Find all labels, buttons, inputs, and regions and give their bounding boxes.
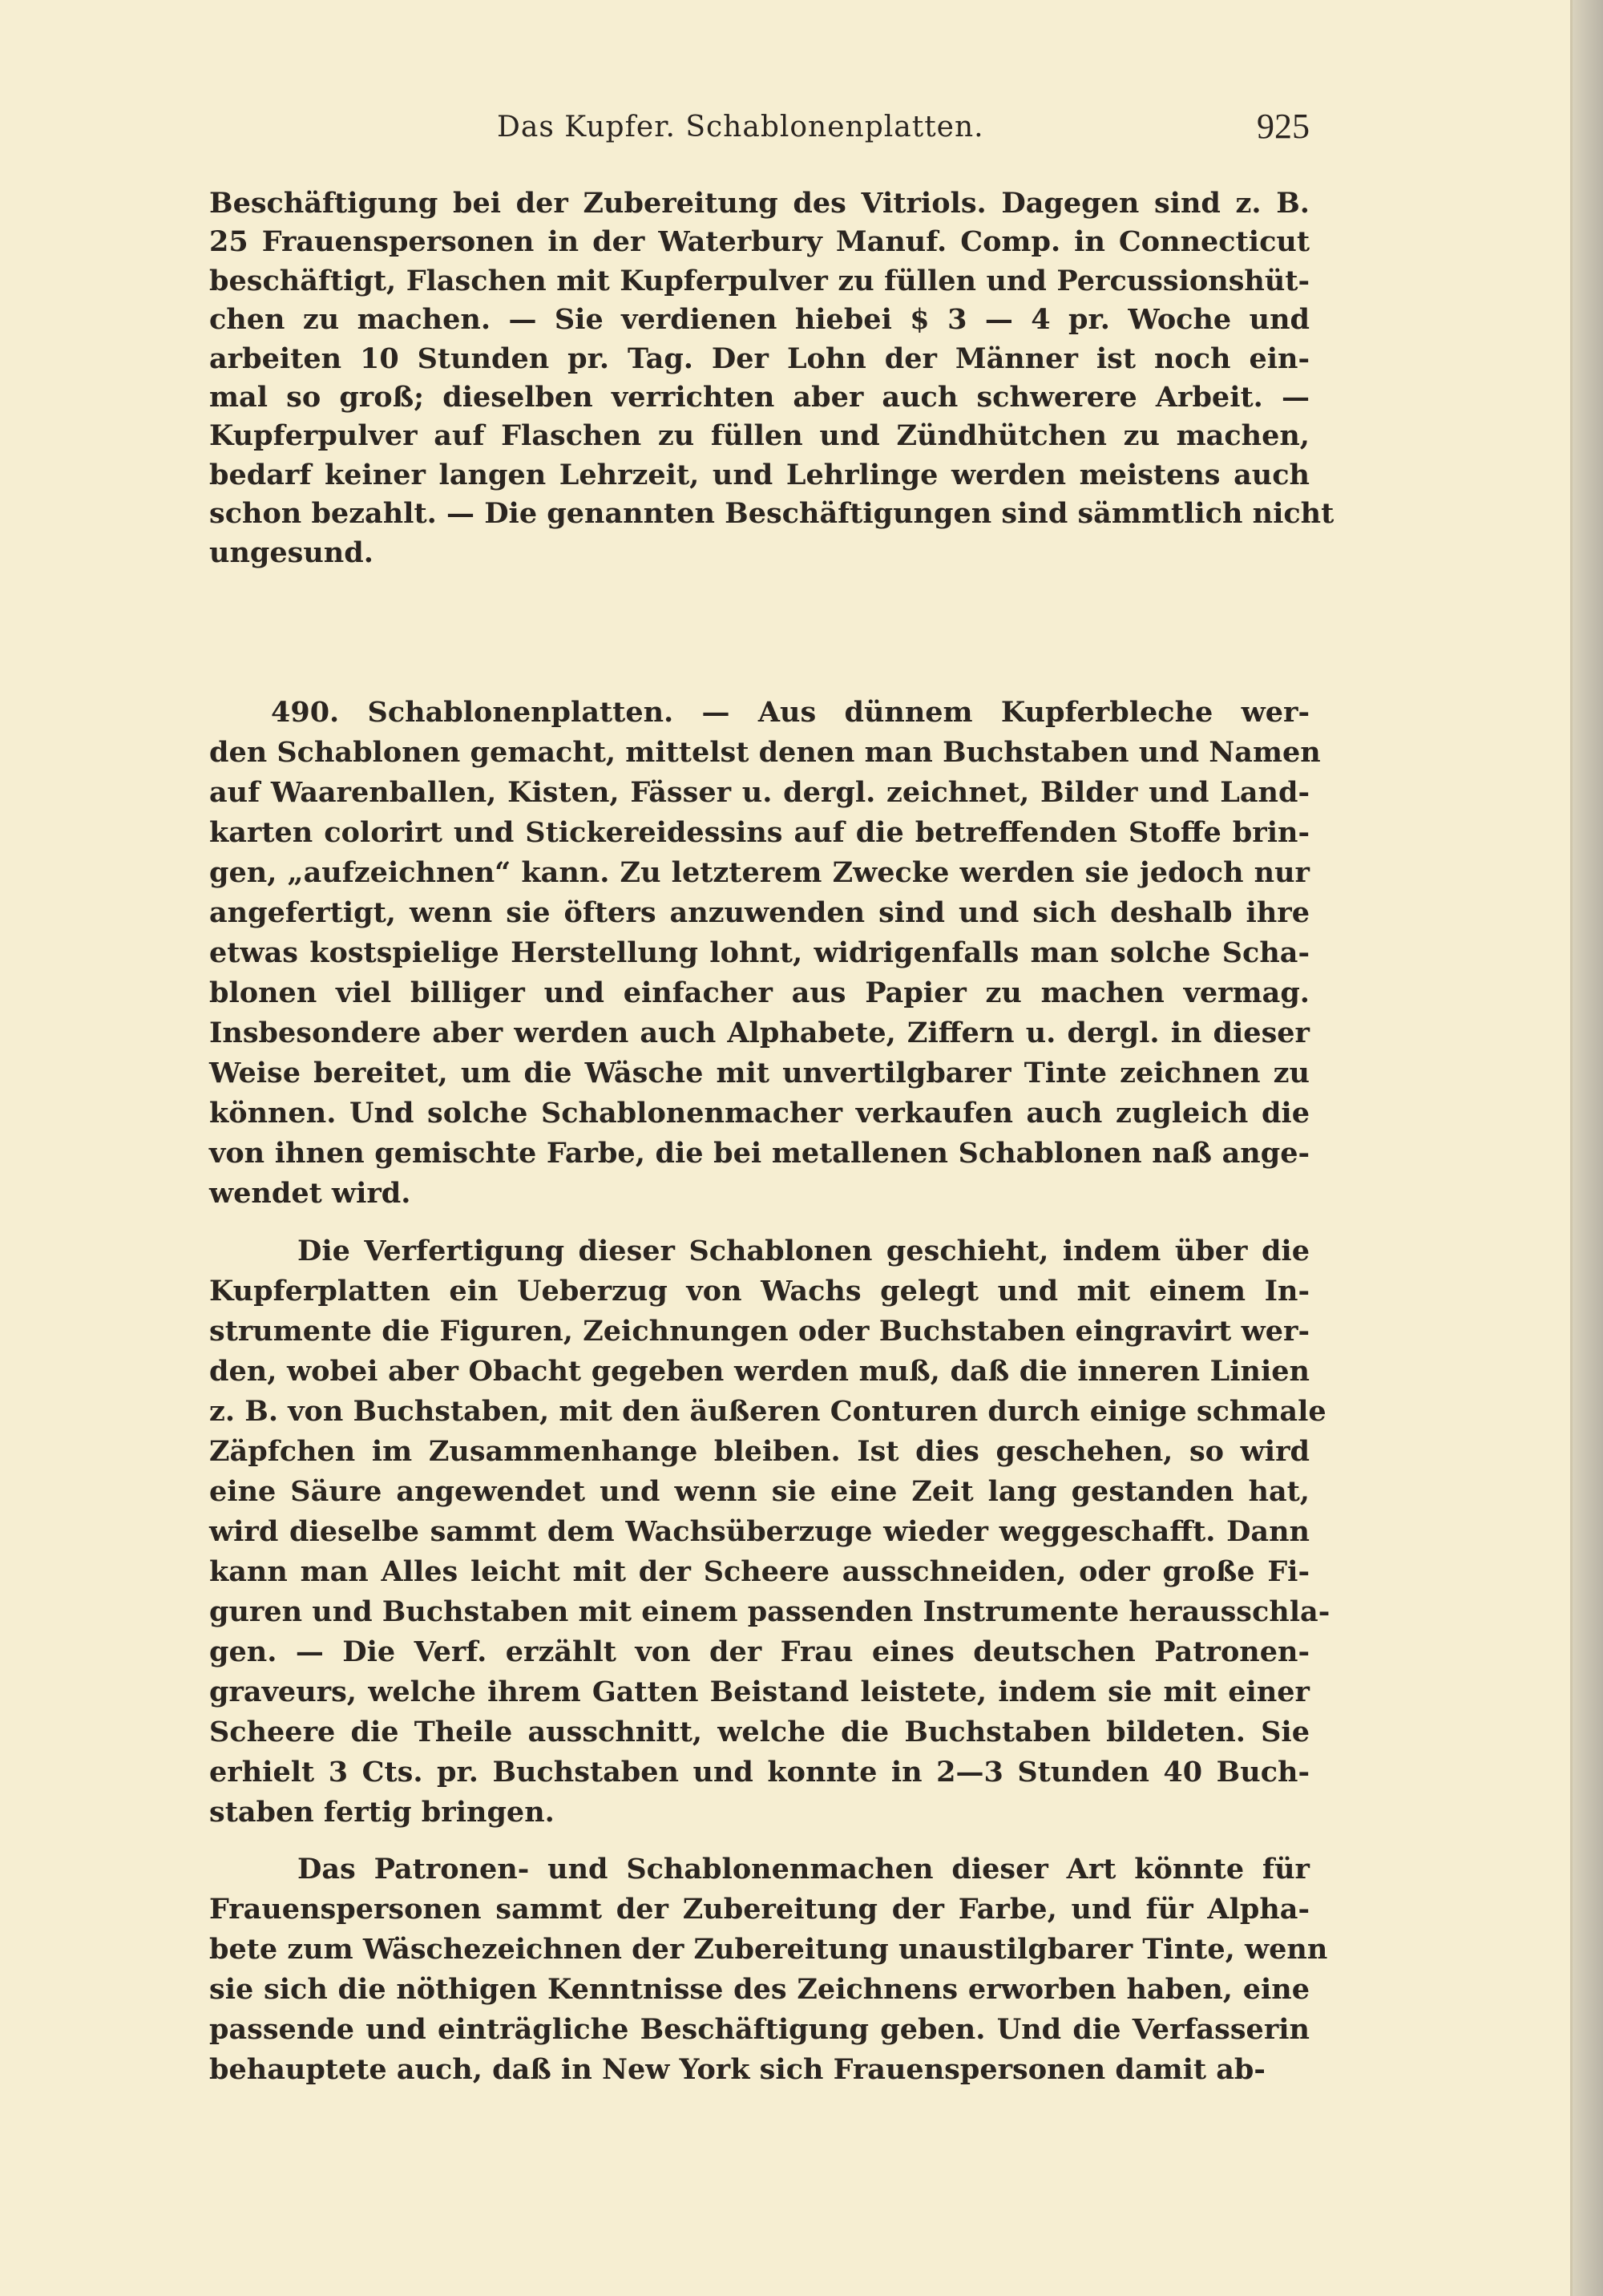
page-edge (1573, 0, 1603, 2296)
text-line: Insbesondere aber werden auch Alphabete, Ziffern u. dergl. in dieser (209, 1017, 1310, 1049)
text-line: kann man Alles leicht mit der Scheere ausschneiden, oder große Fi- (209, 1555, 1310, 1588)
text-line: Scheere die Theile ausschnitt, welche die Buchstaben bildeten. Sie (209, 1716, 1310, 1748)
text-line: sie sich die nöthigen Kenntnisse des Zeichnens erworben haben, eine (209, 1973, 1310, 2006)
text-line: eine Säure angewendet und wenn sie eine Zeit lang gestanden hat, (209, 1475, 1310, 1508)
text-line: chen zu machen. — Sie verdienen hiebei $ 3 — 4 pr. Woche und (209, 303, 1310, 337)
text-line: bedarf keiner langen Lehrzeit, und Lehrlinge werden meistens auch (209, 458, 1310, 491)
text-line: Frauenspersonen sammt der Zubereitung der Farbe, und für Alpha- (209, 1893, 1310, 1926)
text-line: graveurs, welche ihrem Gatten Beistand leistete, indem sie mit einer (209, 1676, 1310, 1708)
section-490-paragraph (209, 693, 1321, 1214)
text-line: Kupferpulver auf Flaschen zu füllen und Zündhütchen zu machen, (209, 419, 1310, 453)
text-line: guren und Buchstaben mit einem passenden Instrumente herausschla- (209, 1595, 1330, 1628)
text-line: angefertigt, wenn sie öfters anzuwenden sind und sich deshalb ihre (209, 896, 1310, 929)
text-line: wendet wird. (209, 1177, 411, 1210)
text-line: schon bezahlt. — Die genannten Beschäftigungen sind sämmtlich nicht (209, 497, 1334, 531)
running-title: Das Kupfer. Schablonenplatten. (497, 111, 984, 144)
text-line: ungesund. (209, 536, 373, 569)
text-line: behauptete auch, daß in New York sich Frauenspersonen damit ab- (209, 2053, 1266, 2086)
text-line: Beschäftigung bei der Zubereitung des Vitriols. Dagegen sind z. B. (209, 187, 1310, 220)
text-line: arbeiten 10 Stunden pr. Tag. Der Lohn der Männer ist noch ein- (209, 342, 1310, 375)
text-line: den, wobei aber Obacht gegeben werden muß, daß die inneren Linien (209, 1355, 1310, 1388)
text-line: blonen viel billiger und einfacher aus Papier zu machen vermag. (209, 976, 1310, 1009)
running-header (497, 106, 1310, 151)
text-line: karten colorirt und Stickereidessins auf die betreffenden Stoffe brin- (209, 816, 1310, 849)
text-line: von ihnen gemischte Farbe, die bei metallenen Schablonen naß ange- (209, 1137, 1310, 1170)
text-line: gen, „aufzeichnen“ kann. Zu letzterem Zwecke werden sie jedoch nur (209, 856, 1310, 889)
text-line: 25 Frauenspersonen in der Waterbury Manuf. Comp. in Connecticut (209, 225, 1310, 259)
text-line: Die Verfertigung dieser Schablonen geschieht, indem über die (297, 1235, 1310, 1267)
paragraph-verfertigung (209, 1231, 1330, 1833)
text-line: gen. — Die Verf. erzählt von der Frau eines deutschen Patronen- (209, 1635, 1310, 1668)
page-number: 925 (1257, 107, 1310, 146)
text-line: passende und einträgliche Beschäftigung geben. Und die Verfasserin (209, 2013, 1310, 2046)
paragraph-continued (209, 184, 1334, 572)
text-line: z. B. von Buchstaben, mit den äußeren Conturen durch einige schmale (209, 1395, 1326, 1428)
text-line: wird dieselbe sammt dem Wachsüberzuge wieder weggeschafft. Dann (209, 1515, 1310, 1548)
text-line: mal so groß; dieselben verrichten aber auch schwerere Arbeit. — (209, 380, 1310, 414)
text-line: etwas kostspielige Herstellung lohnt, widrigenfalls man solche Scha- (209, 936, 1310, 969)
text-line: können. Und solche Schablonenmacher verkaufen auch zugleich die (209, 1097, 1310, 1130)
text-line: Das Patronen- und Schablonenmachen dieser Art könnte für (297, 1853, 1310, 1886)
text-line: Kupferplatten ein Ueberzug von Wachs gelegt und mit einem In- (209, 1275, 1310, 1308)
paragraph-patronen (209, 1849, 1328, 2090)
text-line: beschäftigt, Flaschen mit Kupferpulver zu füllen und Percussionshüt- (209, 264, 1310, 297)
text-line: auf Waarenballen, Kisten, Fässer u. dergl. zeichnet, Bilder und Land- (209, 776, 1310, 809)
text-line: bete zum Wäschezeichnen der Zubereitung unaustilgbarer Tinte, wenn (209, 1933, 1328, 1966)
text-line: 490. Schablonenplatten. — Aus dünnem Kupferbleche wer- (271, 696, 1310, 729)
text-line: den Schablonen gemacht, mittelst denen man Buchstaben und Namen (209, 736, 1321, 769)
text-line: strumente die Figuren, Zeichnungen oder Buchstaben eingravirt wer- (209, 1315, 1310, 1348)
text-line: Weise bereitet, um die Wäsche mit unvertilgbarer Tinte zeichnen zu (209, 1057, 1310, 1089)
text-line: erhielt 3 Cts. pr. Buchstaben und konnte in 2—3 Stunden 40 Buch- (209, 1756, 1310, 1789)
text-line: Zäpfchen im Zusammenhange bleiben. Ist dies geschehen, so wird (209, 1435, 1310, 1468)
text-line: staben fertig bringen. (209, 1796, 555, 1829)
